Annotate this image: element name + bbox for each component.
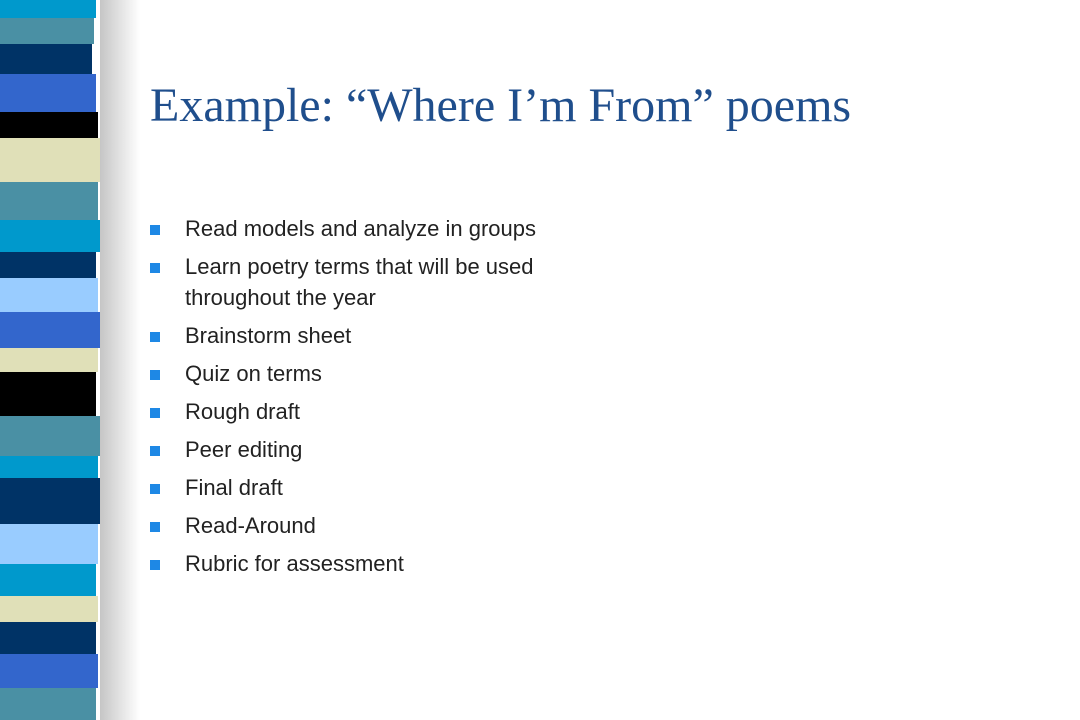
bullet-item — [150, 396, 570, 427]
bullet-text: Final draft — [185, 475, 283, 500]
square-bullet-icon — [150, 370, 160, 380]
square-bullet-icon — [150, 225, 160, 235]
square-bullet-icon — [150, 332, 160, 342]
bullet-text: Learn poetry terms that will be used throughout the year — [185, 254, 534, 310]
square-bullet-icon — [150, 408, 160, 418]
bullet-text: Rubric for assessment — [185, 551, 404, 576]
bullet-text: Quiz on terms — [185, 361, 322, 386]
square-bullet-icon — [150, 522, 160, 532]
bullet-item — [150, 251, 570, 313]
square-bullet-icon — [150, 446, 160, 456]
bullet-item — [150, 320, 570, 351]
bullet-item — [150, 213, 570, 244]
bullet-item — [150, 434, 570, 465]
square-bullet-icon — [150, 484, 160, 494]
square-bullet-icon — [150, 263, 160, 273]
bullet-item — [150, 510, 570, 541]
bullet-item — [150, 358, 570, 389]
slide-title: Example: “Where I’m From” poems — [150, 79, 852, 132]
bullet-text: Brainstorm sheet — [185, 323, 352, 348]
bullet-item — [150, 472, 570, 503]
decorative-stripe — [0, 0, 140, 720]
bullet-text: Peer editing — [185, 437, 303, 462]
bullet-text: Rough draft — [185, 399, 300, 424]
bullet-text: Read models and analyze in groups — [185, 216, 537, 241]
bullet-item — [150, 548, 570, 579]
square-bullet-icon — [150, 560, 160, 570]
bullet-text: Read-Around — [185, 513, 316, 538]
bullet-list — [150, 213, 570, 586]
